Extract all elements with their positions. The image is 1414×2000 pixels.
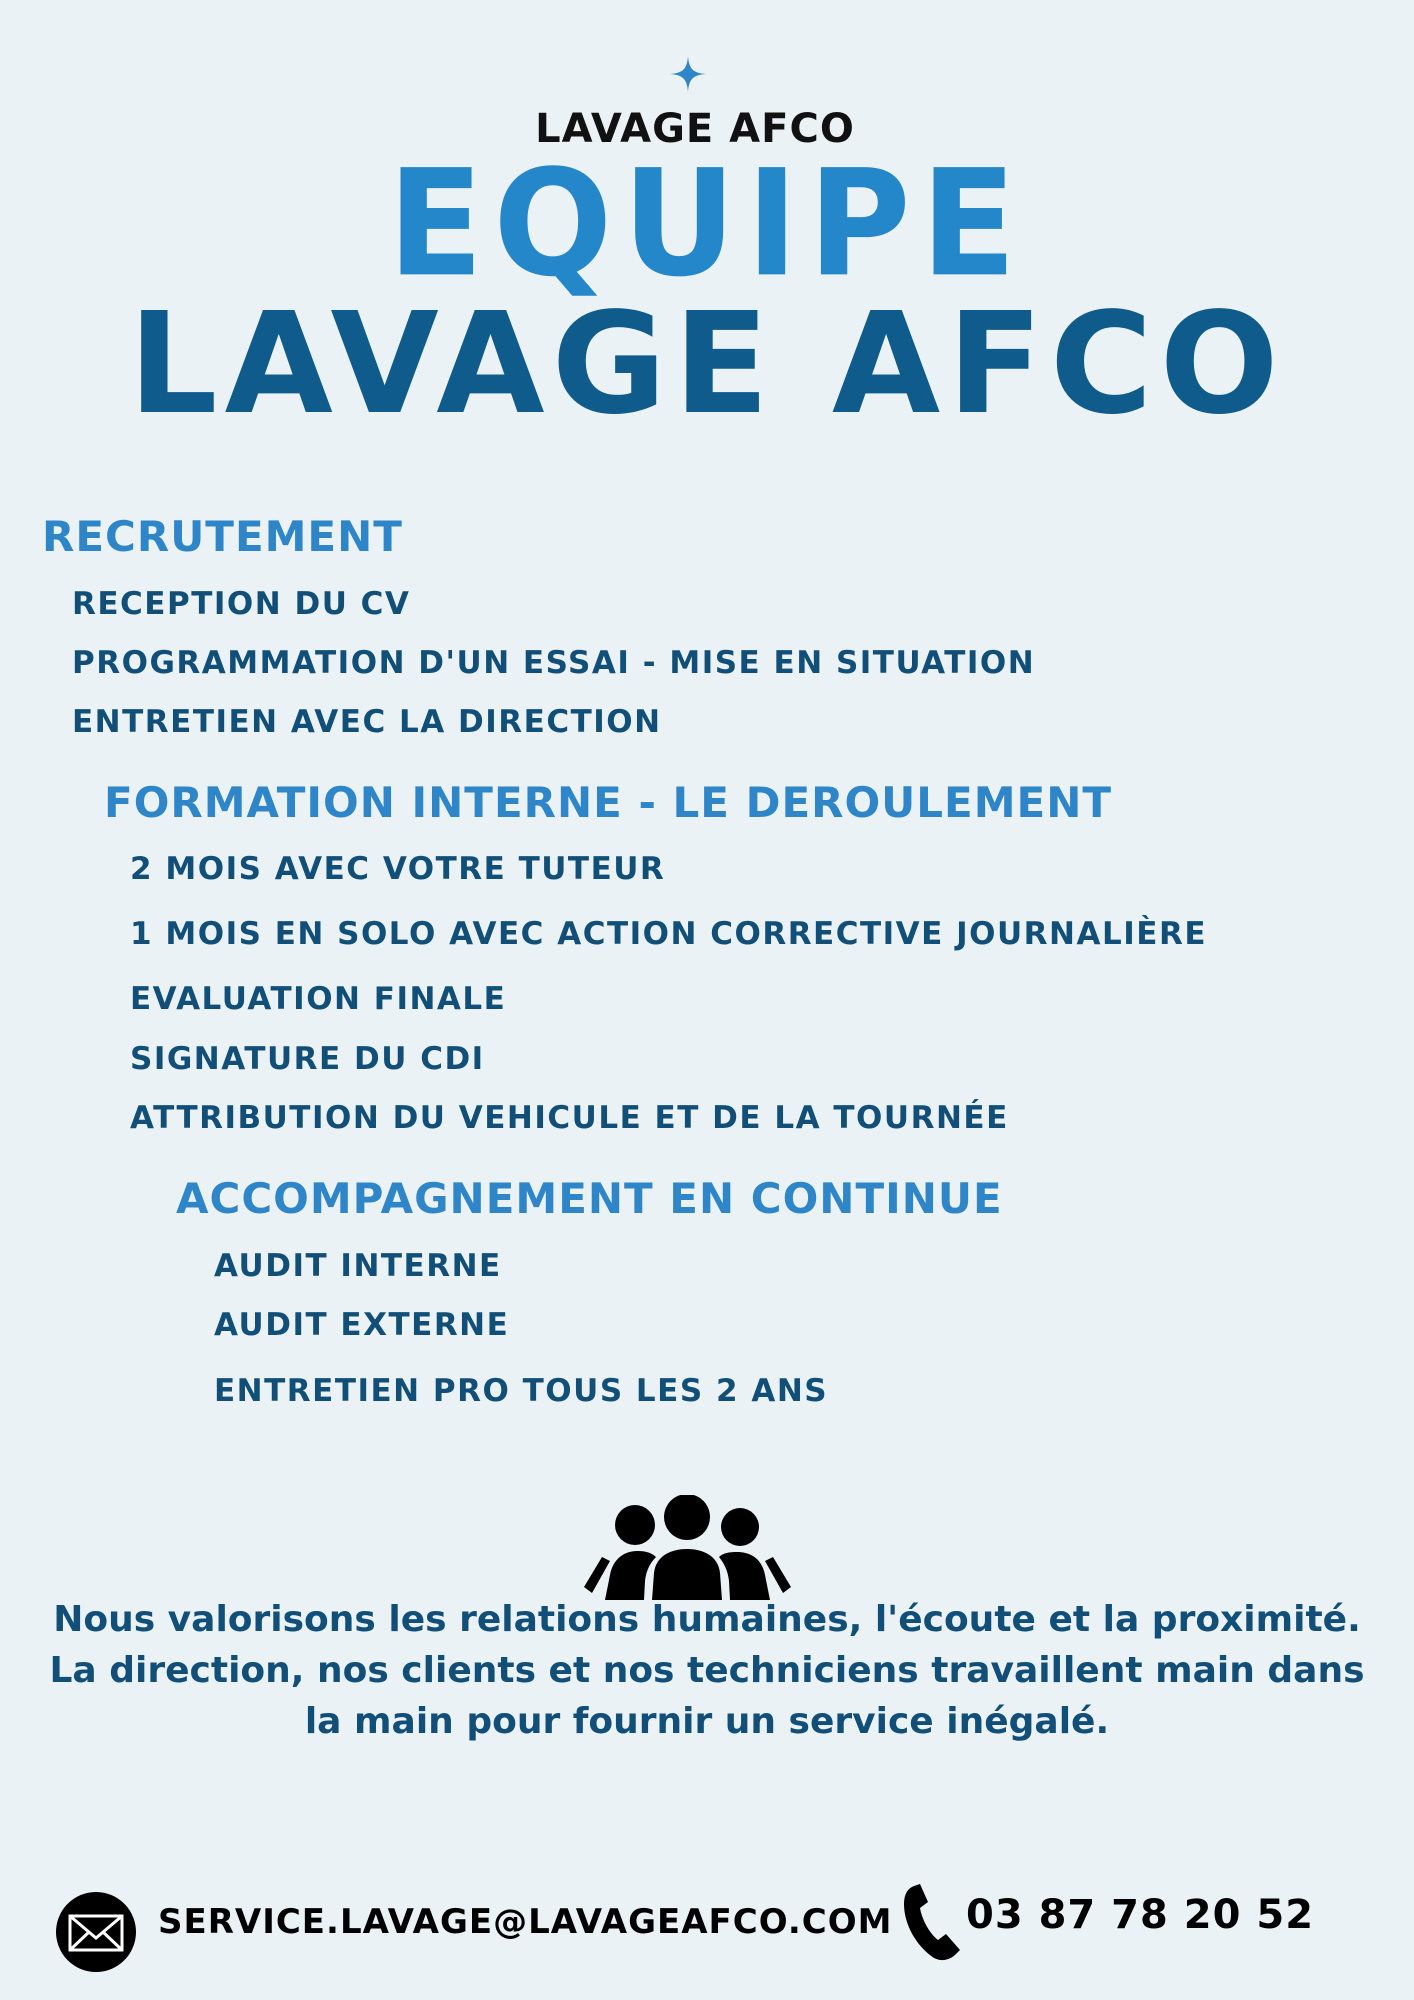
list-item: RECEPTION DU CV [72, 586, 411, 622]
title-line-2: LAVAGE AFCO [128, 283, 1286, 446]
list-item: AUDIT EXTERNE [214, 1307, 510, 1343]
title-line-1: EQUIPE [387, 138, 1027, 311]
sparkle-icon [668, 54, 708, 94]
people-group-icon [580, 1495, 795, 1600]
list-item: ENTRETIEN PRO TOUS LES 2 ANS [214, 1373, 829, 1409]
phone-icon [900, 1882, 964, 1962]
brand-label: LAVAGE AFCO [535, 106, 855, 152]
list-item: EVALUATION FINALE [130, 981, 507, 1017]
section-heading-formation: FORMATION INTERNE - LE DEROULEMENT [104, 778, 1113, 827]
list-item: AUDIT INTERNE [214, 1248, 502, 1284]
list-item: 1 MOIS EN SOLO AVEC ACTION CORRECTIVE JOURNALIÈRE [130, 916, 1208, 952]
list-item: ATTRIBUTION DU VEHICULE ET DE LA TOURNÉE [130, 1100, 1009, 1136]
list-item: SIGNATURE DU CDI [130, 1041, 485, 1077]
contact-phone[interactable]: 03 87 78 20 52 [966, 1892, 1315, 1938]
list-item: PROGRAMMATION D'UN ESSAI - MISE EN SITUATION [72, 645, 1036, 681]
tagline-paragraph: Nous valorisons les relations humaines, l'écoute et la proximité. La direction, nos clients et nos techniciens travaillent main dans la main pour fournir un service inégalé. [49, 1599, 1365, 1742]
list-item: 2 MOIS AVEC VOTRE TUTEUR [130, 851, 666, 887]
envelope-icon [56, 1892, 136, 1972]
list-item: ENTRETIEN AVEC LA DIRECTION [72, 704, 662, 740]
section-heading-accompagnement: ACCOMPAGNEMENT EN CONTINUE [176, 1174, 1003, 1223]
section-heading-recrutement: RECRUTEMENT [42, 512, 403, 561]
contact-email[interactable]: SERVICE.LAVAGE@LAVAGEAFCO.COM [158, 1902, 893, 1942]
